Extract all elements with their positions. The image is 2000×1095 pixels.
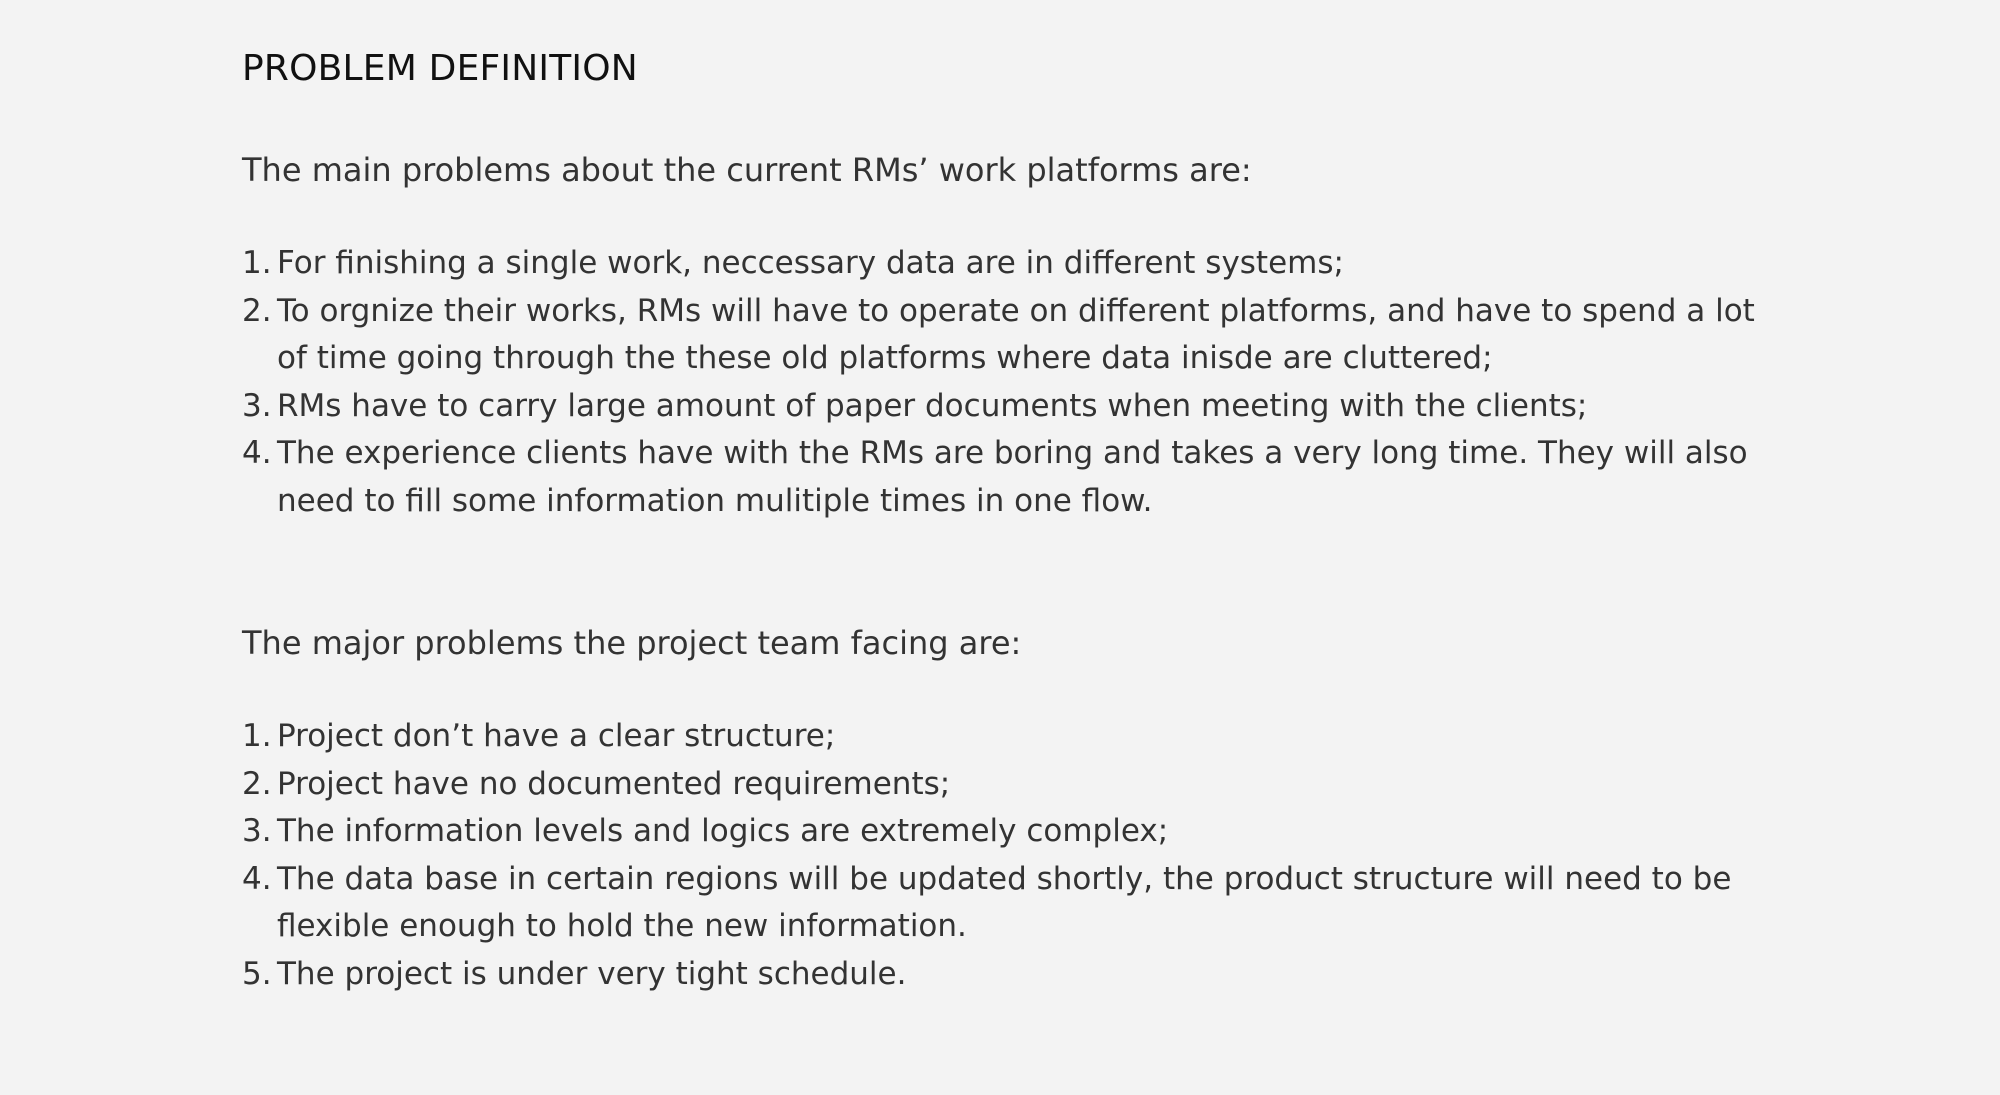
list-item — [242, 761, 1782, 809]
list-item-text: Project don’t have a clear structure; — [277, 718, 836, 754]
list-item — [242, 808, 1782, 856]
list-item-number: 3. — [242, 813, 272, 849]
section2-intro: The major problems the project team facing are: — [242, 624, 1022, 662]
list-item-number: 4. — [242, 435, 272, 471]
list-item-text: The project is under very tight schedule. — [277, 955, 907, 992]
list-item — [242, 856, 1782, 951]
list-item-text: RMs have to carry large amount of paper documents when meeting with the clients; — [277, 387, 1588, 424]
section1-list — [242, 240, 1782, 525]
list-item — [242, 430, 1782, 525]
list-item — [242, 288, 1782, 383]
list-item-number: 5. — [242, 955, 272, 992]
list-item-text: Project have no documented requirements; — [277, 765, 951, 802]
section1-intro: The main problems about the current RMs’ work platforms are: — [242, 151, 1252, 189]
list-item-text: To orgnize their works, RMs will have to operate on different platforms, and have to spend a lot of time going through the these old platforms where data inisde are cluttered; — [277, 292, 1755, 376]
list-item — [242, 951, 1782, 999]
list-item — [242, 240, 1782, 288]
list-item-text: The experience clients have with the RMs are boring and takes a very long time. They will also need to fill some information mulitiple times in one flow. — [277, 435, 1748, 519]
list-item — [242, 713, 1782, 761]
list-item-text: The information levels and logics are extremely complex; — [277, 813, 1169, 849]
list-item-number: 4. — [242, 860, 272, 897]
section2-list — [242, 713, 1782, 998]
list-item-number: 2. — [242, 765, 272, 802]
list-item-text: The data base in certain regions will be updated shortly, the product structure will need to be flexible enough to hold the new information. — [277, 860, 1732, 944]
list-item-number: 1. — [242, 245, 272, 281]
list-item-number: 2. — [242, 292, 272, 329]
document-content — [242, 40, 1782, 998]
list-item-text: For finishing a single work, neccessary data are in different systems; — [277, 245, 1344, 281]
list-item-number: 1. — [242, 718, 272, 754]
list-item — [242, 383, 1782, 431]
list-item-number: 3. — [242, 387, 272, 424]
page-title: PROBLEM DEFINITION — [242, 48, 638, 89]
